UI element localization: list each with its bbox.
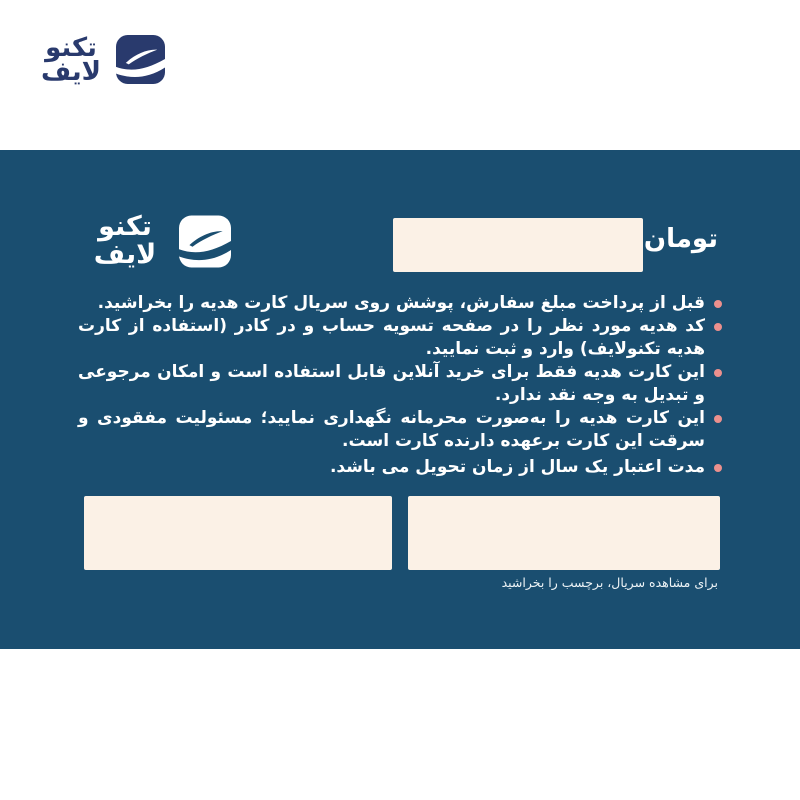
bullet-dot-icon xyxy=(714,369,722,377)
bullet-dot-icon xyxy=(714,300,722,308)
bullet-dot-icon xyxy=(714,323,722,331)
bullet-dot-icon xyxy=(714,464,722,472)
list-item xyxy=(78,292,722,315)
instruction-text: این کارت هدیه فقط برای خرید آنلاین قابل استفاده است و امکان مرجوعی و تبدیل به وجه نقد ندارد. xyxy=(78,362,705,405)
brand-logo-text xyxy=(38,32,104,87)
brand-logo-card xyxy=(85,213,231,269)
brand-name-line2: لایف xyxy=(93,239,157,270)
instruction-text: این کارت هدیه را به‌صورت محرمانه نگهداری نمایید؛ مسئولیت مفقودی و سرقت این کارت برعهده دارنده کارت است. xyxy=(78,408,705,451)
brand-name-line1: تکنو xyxy=(45,32,97,63)
list-item xyxy=(78,407,722,453)
brand-logo-text-white xyxy=(85,213,165,269)
list-item xyxy=(78,361,722,407)
technolife-swoosh-icon xyxy=(179,214,231,269)
brand-name-line1: تکنو xyxy=(98,211,152,242)
instruction-text: قبل از پرداخت مبلغ سفارش، پوشش روی سریال کارت هدیه را بخراشید. xyxy=(97,293,705,313)
instruction-text: مدت اعتبار یک سال از زمان تحویل می باشد. xyxy=(329,457,705,477)
instruction-text: کد هدیه مورد نظر را در صفحه تسویه حساب و در کادر (استفاده از کارت هدیه تکنولایف) وارد و ثبت نمایید. xyxy=(78,316,705,359)
technolife-swoosh-icon xyxy=(116,34,165,85)
list-item xyxy=(78,456,722,479)
bullet-dot-icon xyxy=(714,415,722,423)
code-value-box xyxy=(84,496,392,570)
amount-currency-label: تومان xyxy=(643,224,718,254)
gift-card xyxy=(0,150,800,649)
serial-scratch-box xyxy=(408,496,720,570)
brand-logo-header xyxy=(38,34,165,85)
brand-name-line2: لایف xyxy=(40,56,102,87)
scratch-hint-text: برای مشاهده سریال، برچسب را بخراشید xyxy=(501,575,718,590)
amount-value-box xyxy=(393,218,643,272)
list-item xyxy=(78,315,722,361)
instructions-list xyxy=(78,292,722,479)
